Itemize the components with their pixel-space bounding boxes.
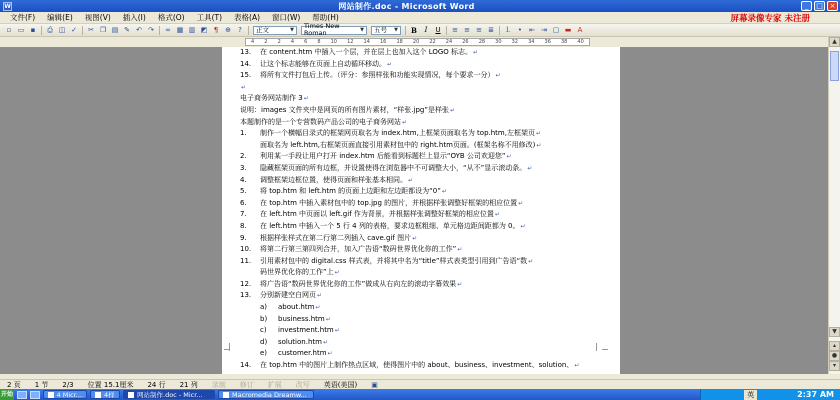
paragraph-text: 将第二行第三第四列合并，加入广告语“数码世界优化你的工作” bbox=[260, 245, 457, 254]
paragraph-text: 利用某一手段让用户打开 index.htm 后能看到标题栏上显示“OYB 公司欢迎您” bbox=[260, 152, 506, 161]
document-paragraph[interactable] bbox=[240, 244, 616, 256]
window-title: 网站制作.doc - Microsoft Word bbox=[338, 1, 475, 11]
font-color-icon[interactable]: A bbox=[577, 25, 583, 34]
taskbar-button[interactable] bbox=[218, 390, 314, 399]
status-column: 21 列 bbox=[179, 380, 198, 389]
menu-insert[interactable]: 插入(I) bbox=[122, 13, 146, 22]
start-button[interactable]: 开始 bbox=[0, 391, 13, 398]
ruler-area bbox=[0, 37, 840, 47]
list-number: 14. bbox=[240, 59, 252, 68]
bullets-icon[interactable]: • bbox=[517, 25, 523, 34]
ruler-tick: 2 bbox=[277, 39, 281, 45]
ruler-tick: 20 bbox=[412, 39, 420, 45]
highlight-icon[interactable]: ▬ bbox=[564, 25, 572, 34]
ruler-tick: 40 bbox=[577, 39, 584, 45]
document-paragraph[interactable] bbox=[240, 128, 616, 140]
list-number: 7. bbox=[240, 210, 247, 219]
status-language[interactable]: 英语(美国) bbox=[323, 380, 358, 389]
list-number: 13. bbox=[240, 48, 252, 56]
document-paragraph[interactable] bbox=[240, 70, 616, 82]
page-corner-mark bbox=[224, 349, 230, 355]
print-preview-icon[interactable]: ◫ bbox=[58, 25, 66, 34]
paragraph-text: 调整框架边框位置，使得页面和样张基本相同。 bbox=[260, 175, 407, 184]
system-tray bbox=[700, 389, 840, 400]
paragraph-text: 电子商务网站制作 3 bbox=[240, 94, 303, 103]
increase-indent-icon[interactable]: ⇥ bbox=[541, 25, 547, 34]
paragraph-mark-icon: ↵ bbox=[536, 141, 542, 149]
paragraph-text: solution.htm bbox=[278, 337, 322, 346]
document-paragraph[interactable] bbox=[240, 337, 616, 349]
paragraph-mark-icon: ↵ bbox=[457, 246, 463, 254]
next-page-icon[interactable]: ▾ bbox=[829, 361, 840, 371]
drawing-icon[interactable]: ◩ bbox=[200, 25, 208, 34]
paragraph-mark-icon: ↵ bbox=[315, 304, 321, 312]
status-overtype[interactable]: 改写 bbox=[295, 380, 310, 389]
chevron-down-icon: ▼ bbox=[360, 26, 364, 33]
list-number: c) bbox=[260, 326, 267, 335]
quick-launch-icon[interactable] bbox=[17, 391, 27, 399]
menu-window[interactable]: 窗口(W) bbox=[272, 13, 301, 22]
list-number: 4. bbox=[240, 175, 247, 184]
blank-paragraph[interactable] bbox=[240, 82, 616, 94]
quick-launch-icon[interactable] bbox=[30, 391, 40, 399]
paragraph-text: 在 top.htm 中插入素材包中的 top.jpg 的图片，并根据样张调整好框架的相应位置 bbox=[260, 198, 518, 207]
paragraph-text: 引用素材包中的 digital.css 样式表，并将其中名为“title”样式表类型引用到广告语“数 bbox=[260, 256, 528, 265]
list-number: 11. bbox=[240, 256, 252, 265]
maximize-button[interactable]: □ bbox=[814, 1, 825, 11]
document-paragraph[interactable] bbox=[240, 105, 616, 117]
paragraph-text: 本题制作的是一个专营数码产品公司的电子商务网站 bbox=[240, 117, 401, 126]
menu-file[interactable]: 文件(F) bbox=[10, 13, 36, 22]
status-track-changes[interactable]: 修订 bbox=[239, 380, 254, 389]
status-page: 2 页 bbox=[7, 380, 21, 389]
paragraph-text: 将 top.htm 和 left.htm 的页面上边距和左边距都设为“0” bbox=[260, 187, 441, 196]
list-number: 3. bbox=[240, 163, 247, 172]
list-number: 6. bbox=[240, 198, 247, 207]
document-paragraph[interactable] bbox=[240, 302, 616, 314]
document-paragraph[interactable] bbox=[240, 117, 616, 129]
document-paragraph[interactable] bbox=[240, 221, 616, 233]
ruler-tick: 28 bbox=[478, 39, 486, 45]
align-left-icon[interactable]: ≡ bbox=[452, 25, 458, 34]
document-paragraph[interactable] bbox=[240, 325, 616, 337]
table-icon[interactable]: ▦ bbox=[176, 25, 184, 34]
ruler-tick: 34 bbox=[528, 39, 535, 45]
formatting-toolbar bbox=[0, 24, 840, 37]
paragraph-text: 将所有文件打包后上传。（评分：参照样张和功能实现情况，每个要求一分） bbox=[260, 71, 495, 80]
font-value: Times New Roman bbox=[304, 22, 340, 37]
paragraph-text: investment.htm bbox=[278, 326, 334, 335]
menu-view[interactable]: 视图(V) bbox=[84, 13, 111, 22]
numbering-icon[interactable]: ⒈ bbox=[504, 25, 512, 34]
title-bar bbox=[0, 0, 840, 12]
word-icon bbox=[128, 392, 134, 398]
paragraph-mark-icon: ↵ bbox=[520, 222, 526, 230]
paragraph-text: 让这个标志能够在页面上自动循环移动。 bbox=[260, 59, 386, 68]
vertical-scrollbar[interactable] bbox=[828, 37, 840, 374]
folder-icon bbox=[95, 392, 101, 398]
list-number: d) bbox=[260, 337, 268, 346]
paste-icon[interactable]: ▤ bbox=[111, 25, 119, 34]
document-paragraph[interactable] bbox=[240, 279, 616, 291]
paragraph-mark-icon: ↵ bbox=[449, 106, 456, 114]
book-icon: ▣ bbox=[371, 380, 378, 389]
toolbar-separator bbox=[41, 26, 42, 35]
taskbar bbox=[0, 389, 840, 400]
paragraph-mark-icon: ↵ bbox=[473, 49, 479, 56]
document-paragraph[interactable] bbox=[240, 175, 616, 187]
print-icon[interactable]: ⎙ bbox=[47, 25, 53, 34]
paragraph-text: 分别新建空白网页 bbox=[260, 291, 316, 300]
document-paragraph[interactable] bbox=[240, 360, 616, 372]
status-bar bbox=[0, 379, 840, 389]
taskbar-button[interactable] bbox=[43, 390, 87, 399]
status-record[interactable]: 录制 bbox=[211, 380, 226, 389]
font-size-value: 五号 bbox=[374, 25, 387, 34]
minimize-button[interactable]: _ bbox=[801, 1, 812, 11]
list-number: 14. bbox=[240, 361, 252, 370]
open-folder-icon[interactable]: ▭ bbox=[17, 25, 25, 34]
list-number: 2. bbox=[240, 152, 247, 161]
taskbar-button-label: 4 Micr... bbox=[56, 390, 82, 399]
align-center-icon[interactable]: ≡ bbox=[464, 25, 470, 34]
toolbar-separator bbox=[446, 26, 447, 35]
document-paragraph[interactable] bbox=[240, 140, 616, 152]
font-dropdown[interactable] bbox=[301, 22, 367, 37]
taskbar-button-label: 网站制作.doc - Micr... bbox=[137, 391, 203, 399]
align-right-icon[interactable]: ≡ bbox=[476, 25, 482, 34]
list-number: 8. bbox=[240, 221, 247, 230]
redo-icon[interactable]: ↷ bbox=[148, 25, 154, 34]
paragraph-text: 在 left.htm 中页面以 left.gif 作为背景，并根据样张调整好框架的相应位置 bbox=[260, 210, 494, 219]
ruler-tick: 30 bbox=[495, 39, 502, 45]
paragraph-mark-icon: ↵ bbox=[303, 95, 309, 103]
horizontal-ruler[interactable] bbox=[245, 38, 590, 46]
paragraph-mark-icon: ↵ bbox=[495, 72, 501, 80]
paragraph-mark-icon: ↵ bbox=[441, 188, 447, 196]
paragraph-text: 将广告语“数码世界优化你的工作”做成从右向左的滚动字幕效果 bbox=[260, 279, 457, 288]
paragraph-mark-icon: ↵ bbox=[506, 153, 512, 161]
previous-page-icon[interactable]: ▴ bbox=[829, 341, 840, 351]
paragraph-mark-icon: ↵ bbox=[535, 130, 542, 138]
paragraph-text: 码世界优化你的工作”上 bbox=[260, 268, 334, 277]
show-hide-icon[interactable]: ¶ bbox=[213, 25, 219, 34]
document-paragraph[interactable] bbox=[240, 348, 616, 360]
ruler-tick: 14 bbox=[363, 39, 370, 45]
style-value: 正文 bbox=[256, 25, 269, 34]
list-number: a) bbox=[260, 303, 268, 312]
paragraph-mark-icon: ↵ bbox=[402, 118, 408, 126]
list-number: 9. bbox=[240, 233, 247, 242]
paragraph-text: 在 top.htm 中的图片上制作热点区域，使得图片中的 about、business、investment、solution、 bbox=[260, 361, 574, 370]
undo-icon[interactable]: ↶ bbox=[136, 25, 142, 34]
toolbar-separator bbox=[159, 26, 160, 35]
clock: 2:37 AM bbox=[797, 390, 834, 399]
list-number: 1. bbox=[240, 129, 247, 138]
list-number: 10. bbox=[240, 245, 252, 254]
chevron-down-icon: ▼ bbox=[290, 26, 294, 33]
paragraph-mark-icon: ↵ bbox=[334, 269, 340, 277]
paragraph-mark-icon: ↵ bbox=[334, 327, 340, 335]
columns-icon[interactable]: ▥ bbox=[188, 25, 196, 34]
paragraph-mark-icon: ↵ bbox=[317, 292, 323, 300]
paragraph-text: 面取名为 left.htm,右框架页面直接引用素材包中的 right.htm页面。(框架名称不用修改) bbox=[260, 140, 536, 149]
paragraph-mark-icon: ↵ bbox=[322, 338, 328, 346]
ruler-tick: 22 bbox=[429, 39, 436, 45]
document-paragraph[interactable] bbox=[240, 151, 616, 163]
menu-format[interactable]: 格式(O) bbox=[157, 13, 185, 22]
document-paragraph[interactable] bbox=[240, 198, 616, 210]
list-number: e) bbox=[260, 349, 268, 358]
justify-icon[interactable]: ≣ bbox=[488, 25, 494, 34]
decrease-indent-icon[interactable]: ⇤ bbox=[529, 25, 535, 34]
word-app-icon[interactable]: W bbox=[4, 2, 11, 10]
hyperlink-icon[interactable]: ∞ bbox=[165, 25, 171, 34]
menu-table[interactable]: 表格(A) bbox=[234, 13, 261, 22]
list-number: 13. bbox=[240, 291, 252, 300]
list-number: 5. bbox=[240, 187, 247, 196]
chevron-down-icon: ▼ bbox=[394, 26, 398, 33]
format-painter-icon[interactable]: ✎ bbox=[124, 25, 130, 34]
list-number: b) bbox=[260, 314, 268, 323]
list-number: 12. bbox=[240, 279, 252, 288]
ime-indicator[interactable]: 英 bbox=[744, 390, 757, 400]
menu-tools[interactable]: 工具(T) bbox=[196, 13, 223, 22]
spelling-icon[interactable]: ✓ bbox=[71, 25, 77, 34]
scroll-thumb[interactable] bbox=[830, 51, 839, 81]
paragraph-mark-icon: ↵ bbox=[457, 280, 463, 288]
paragraph-mark-icon: ↵ bbox=[387, 60, 393, 68]
document-paragraph[interactable] bbox=[240, 290, 616, 302]
document-paragraph[interactable] bbox=[240, 256, 616, 268]
bold-button[interactable]: B bbox=[411, 25, 417, 35]
document-paragraph[interactable] bbox=[240, 93, 616, 105]
document-paragraph[interactable] bbox=[240, 233, 616, 245]
document-paragraph[interactable] bbox=[240, 209, 616, 221]
italic-button[interactable]: I bbox=[424, 25, 428, 34]
ruler-tick: 12 bbox=[347, 39, 354, 45]
taskbar-button[interactable] bbox=[90, 390, 120, 399]
paragraph-mark-icon: ↵ bbox=[327, 350, 333, 358]
dreamweaver-icon bbox=[223, 392, 229, 398]
ruler-tick: 36 bbox=[544, 39, 551, 45]
paragraph-text: customer.htm bbox=[278, 349, 327, 358]
ruler-tick: 24 bbox=[445, 39, 453, 45]
menu-bar bbox=[0, 12, 840, 24]
paragraph-mark-icon: ↵ bbox=[412, 234, 418, 242]
paragraph-text: 根据样张样式在第二行第二列插入 cave.gif 图片 bbox=[260, 233, 412, 242]
cut-icon[interactable]: ✂ bbox=[88, 25, 94, 34]
ruler-tick: 2 bbox=[264, 39, 268, 45]
save-icon[interactable]: ▪ bbox=[30, 25, 36, 34]
status-position: 位置 15.1厘米 bbox=[87, 380, 134, 389]
paragraph-text: 隐藏框架页面的所有边框，并设置使得在浏览器中不可调整大小，“从不”显示滚动条。 bbox=[260, 163, 527, 172]
paragraph-mark-icon: ↵ bbox=[494, 211, 500, 219]
ruler-tick: 16 bbox=[379, 39, 387, 45]
document-paragraph[interactable] bbox=[240, 267, 616, 279]
document-paragraph[interactable] bbox=[240, 59, 616, 71]
menu-edit[interactable]: 编辑(E) bbox=[47, 13, 73, 22]
toolbar-separator bbox=[248, 26, 249, 35]
status-page-of: 2/3 bbox=[62, 380, 74, 389]
window-icon bbox=[48, 392, 54, 398]
ruler-tick: 4 bbox=[290, 39, 295, 45]
document-page[interactable] bbox=[222, 47, 620, 374]
border-icon[interactable]: ▢ bbox=[552, 25, 560, 34]
ruler-tick: 32 bbox=[511, 39, 518, 45]
ruler-tick: 4 bbox=[251, 39, 255, 45]
ruler-tick: 26 bbox=[462, 39, 469, 45]
font-size-dropdown[interactable] bbox=[371, 26, 401, 35]
toolbar-separator bbox=[405, 26, 406, 35]
ruler-tick: 38 bbox=[560, 39, 568, 45]
menu-help[interactable]: 帮助(H) bbox=[312, 13, 339, 22]
help-icon[interactable]: ? bbox=[238, 25, 242, 34]
close-button[interactable]: × bbox=[827, 1, 838, 11]
zoom-icon[interactable]: ⊕ bbox=[225, 25, 231, 34]
document-paragraph[interactable] bbox=[240, 163, 616, 175]
paragraph-mark-icon: ↵ bbox=[325, 315, 331, 323]
paragraph-text: 说明：images 文件夹中是网页的所有图片素材，“样张.jpg”是样张 bbox=[240, 105, 449, 114]
status-section: 1 节 bbox=[34, 380, 49, 389]
style-dropdown[interactable] bbox=[253, 26, 297, 35]
toolbar-separator bbox=[499, 26, 500, 35]
paragraph-mark-icon: ↵ bbox=[528, 257, 534, 265]
document-paragraph[interactable] bbox=[240, 47, 616, 59]
new-document-icon[interactable]: ▫ bbox=[6, 25, 12, 34]
screen-recorder-watermark: 屏幕录像专家 未注册 bbox=[730, 13, 810, 24]
paragraph-text: 在 content.htm 中插入一个层，并在层上也加入这个 LOGO 标志。 bbox=[260, 48, 473, 56]
taskbar-button-active[interactable] bbox=[123, 390, 215, 399]
status-extend[interactable]: 扩展 bbox=[267, 380, 282, 389]
paragraph-mark-icon: ↵ bbox=[527, 164, 533, 172]
paragraph-text: business.htm bbox=[278, 314, 325, 323]
document-area bbox=[0, 47, 828, 374]
toolbar-separator bbox=[82, 26, 83, 35]
underline-button[interactable]: U bbox=[435, 25, 441, 34]
document-paragraph[interactable] bbox=[240, 186, 616, 198]
select-browse-object-icon[interactable]: ● bbox=[829, 351, 840, 361]
ruler-tick: 10 bbox=[330, 39, 337, 45]
paragraph-mark-icon: ↵ bbox=[241, 83, 247, 91]
scroll-down-icon[interactable]: ▼ bbox=[829, 327, 840, 337]
ruler-tick: 18 bbox=[396, 39, 403, 45]
paragraph-text: 制作一个横幅目录式的框架网页取名为 index.htm,上框架页面取名为 top.htm,左框架页 bbox=[260, 129, 535, 138]
status-line: 24 行 bbox=[147, 380, 166, 389]
document-body[interactable] bbox=[240, 47, 616, 372]
paragraph-text: 在 left.htm 中插入一个 5 行 4 列的表格，要求边框粗细、单元格边距间距都为 0。 bbox=[260, 221, 520, 230]
list-number: 15. bbox=[240, 71, 252, 80]
scroll-up-icon[interactable]: ▲ bbox=[829, 37, 840, 47]
ruler-tick: 6 bbox=[304, 39, 308, 45]
paragraph-mark-icon: ↵ bbox=[574, 362, 580, 370]
ruler-tick: 8 bbox=[317, 39, 321, 45]
paragraph-text: about.htm bbox=[278, 303, 315, 312]
taskbar-button-label: Macromedia Dreamw... bbox=[232, 390, 307, 399]
document-paragraph[interactable] bbox=[240, 314, 616, 326]
paragraph-mark-icon: ↵ bbox=[518, 199, 524, 207]
copy-icon[interactable]: ❐ bbox=[99, 25, 107, 34]
taskbar-button-label: 4样 bbox=[104, 391, 115, 399]
paragraph-mark-icon: ↵ bbox=[408, 176, 414, 184]
